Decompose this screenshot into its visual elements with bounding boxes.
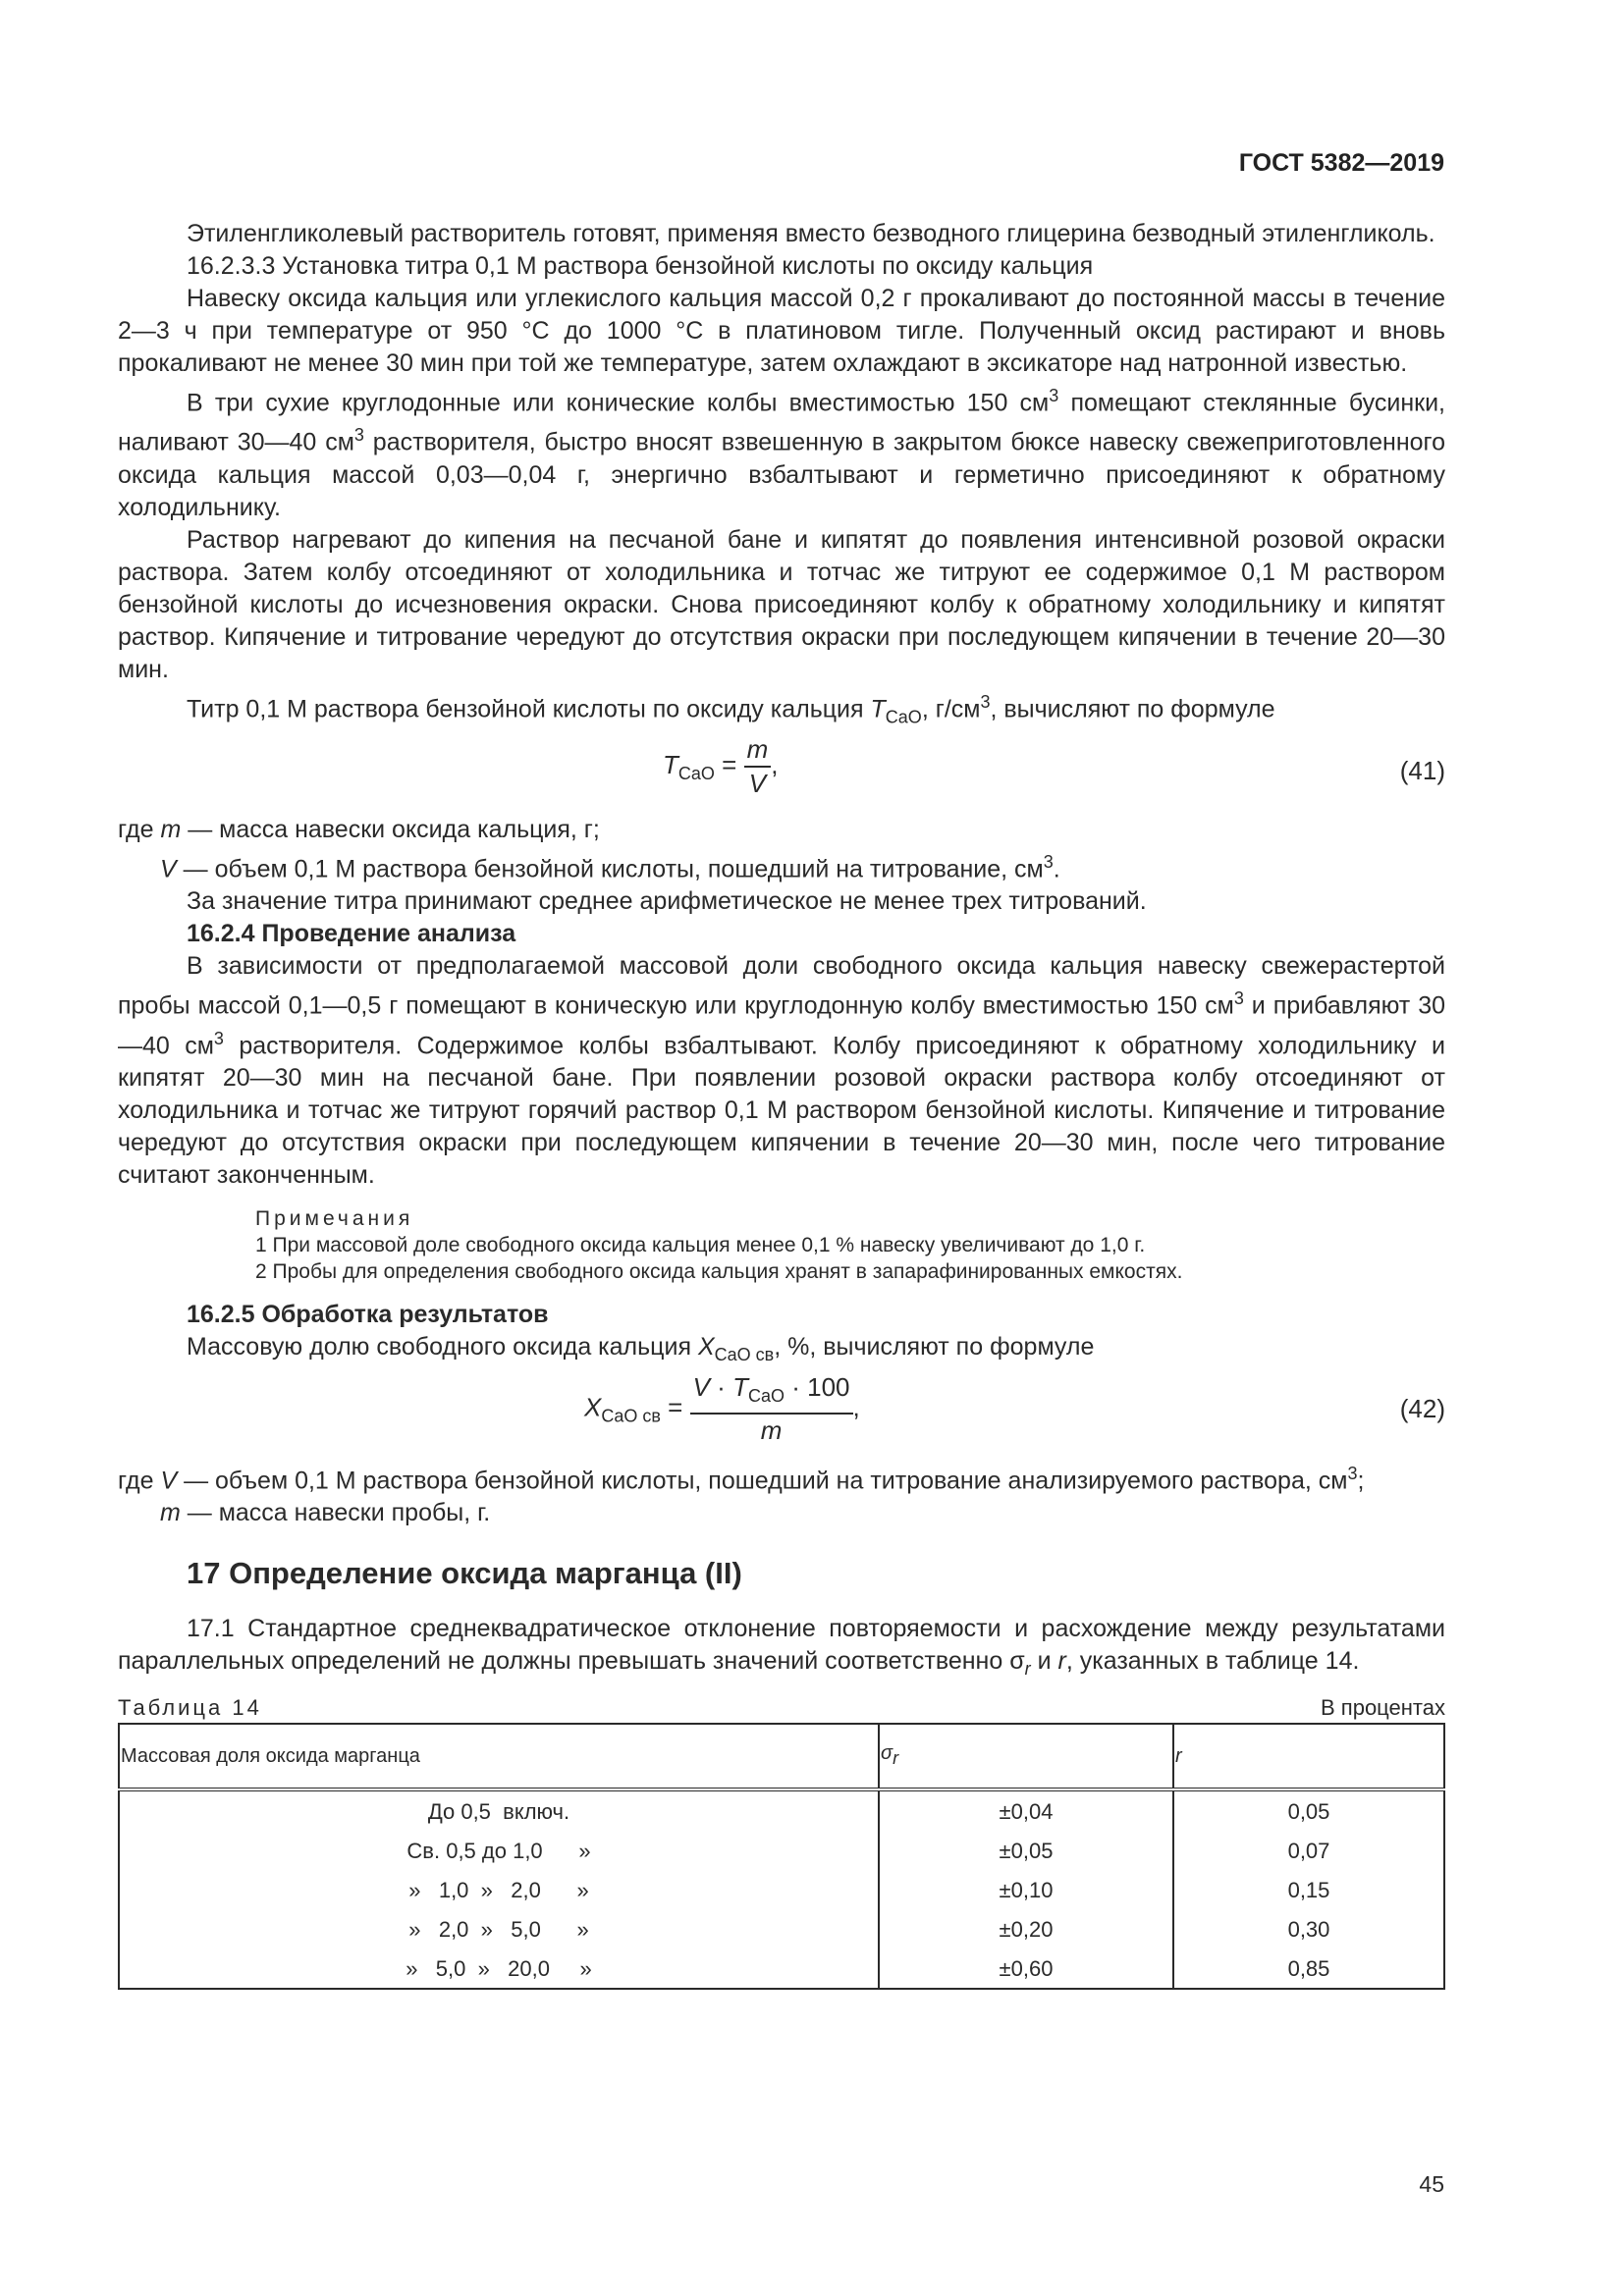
table-row — [119, 1789, 1444, 1831]
table-header-row — [119, 1724, 1444, 1789]
paragraph: 17.1 Стандартное среднеквадратическое отклонение повторяемости и расхождение между результатами параллельных определений не должны превышать значений соответственно $\sigma_r$ и r, указанных в таблице 14. — [118, 1615, 1445, 1680]
formula-41-number: (41) — [1399, 755, 1445, 785]
paragraph: Титр 0,1 М раствора бензойной кислоты по оксиду кальция $T_{CaO}$, $г/см^3$, вычисляют по формуле — [187, 691, 1275, 726]
where-clause: m — масса навески пробы, г. — [160, 1499, 491, 1527]
table-cell: » 2,0 » 5,0 » — [119, 1909, 879, 1949]
paragraph: В зависимости от предполагаемой массовой доли свободного оксида кальция навеску свежерастертой пробы массой 0,1—0,5 г помещают в коническую или круглодонную колбу вместимостью 150 $см^3$ и прибавляют 30—40 $см^3$ растворителя. Содержимое колбы взбалтывают. Колбу присоединяют к обратному холодильнику и кипятят 20—30 мин на песчаной бане. При появлении розовой окраски раствора колбу отсоединяют от холодильника и тотчас же титруют горячий раствор 0,1 М раствором бензойной кислоты. Кипячение и титрование чередуют до отсутствия окраски при последующем кипячении в течение 20—30 мин, после чего титрование считают законченным. — [118, 952, 1445, 1189]
paragraph: Навеску оксида кальция или углекислого кальция массой 0,2 г прокаливают до постоянной массы в течение 2—3 ч при температуре от 950 °С до 1000 °С в платиновом тигле. Полученный оксид растирают и вновь прокаливают не менее 30 мин при той же температуре, затем охлаждают в эксикаторе над натронной известью. — [118, 285, 1445, 377]
subsection-heading-16-2-4: 16.2.4 Проведение анализа — [187, 920, 516, 948]
document-body — [118, 218, 1445, 1990]
table-cell: » 5,0 » 20,0 » — [119, 1949, 879, 1989]
column-header: $\sigma_r$ — [879, 1724, 1173, 1789]
formula-41 — [118, 733, 1445, 814]
table-cell: Св. 0,5 до 1,0 » — [119, 1831, 879, 1870]
subsection-title: 16.2.3.3 Установка титра 0,1 М раствора бензойной кислоты по оксиду кальция — [187, 252, 1094, 280]
formula-42-expression: $X_{CaO св}$ = $\frac{V \cdot T_{CaO} \cdot 100}{m}$ , — [584, 1371, 860, 1446]
paragraph: Этиленгликолевый растворитель готовят, применяя вместо безводного глицерина безводный этиленгликоль. — [187, 220, 1435, 247]
table-cell: 0,05 — [1173, 1789, 1444, 1831]
table-row — [119, 1909, 1444, 1949]
table-cell: ±0,05 — [879, 1831, 1173, 1870]
column-header: Массовая доля оксида марганца — [119, 1724, 879, 1789]
where-clause: где m — масса навески оксида кальция, г; — [118, 815, 600, 843]
paragraph: Массовую долю свободного оксида кальция $X_{CaO св}$, %, вычисляют по формуле — [187, 1332, 1095, 1364]
table-unit: В процентах — [1321, 1695, 1445, 1721]
table-cell: 0,07 — [1173, 1831, 1444, 1870]
table-row — [119, 1831, 1444, 1870]
paragraph: Раствор нагревают до кипения на песчаной бане и кипятят до появления интенсивной розовой окраски раствора. Затем колбу отсоединяют от холодильника и тотчас же титруют ее содержимое 0,1 М раствором бензойной кислоты до исчезновения окраски. Снова присоединяют колбу к обратному холодильнику и кипятят раствор. Кипячение и титрование чередуют до отсутствия окраски при последующем кипячении в течение 20—30 мин. — [118, 525, 1445, 683]
where-clause: V — объем 0,1 М раствора бензойной кислоты, пошедший на титрование, $см^3$. — [160, 851, 1060, 883]
paragraph: За значение титра принимают среднее арифметическое не менее трех титрований. — [187, 887, 1147, 916]
where-clause: где V — объем 0,1 М раствора бензойной кислоты, пошедший на титрование анализируемого раствора, $см^3$; — [118, 1463, 1365, 1495]
table-cell: » 1,0 » 2,0 » — [119, 1870, 879, 1909]
formula-42 — [118, 1371, 1445, 1458]
table-cell: 0,15 — [1173, 1870, 1444, 1909]
standard-header: ГОСТ 5382—2019 — [1238, 149, 1444, 177]
notes-title: Примечания — [255, 1206, 414, 1230]
formula-41-expression: $T_{CaO}$ = $\frac{m}{V}$ , — [663, 733, 779, 798]
note-item: 2 Пробы для определения свободного оксида кальция хранят в запарафинированных емкостях. — [255, 1259, 1183, 1283]
table-row — [119, 1870, 1444, 1909]
table-cell: ±0,10 — [879, 1870, 1173, 1909]
table-14 — [118, 1723, 1445, 1990]
table-row — [119, 1949, 1444, 1989]
subsection-heading-16-2-5: 16.2.5 Обработка результатов — [187, 1300, 549, 1328]
note-item: 1 При массовой доле свободного оксида кальция менее 0,1 % навеску увеличивают до 1,0 г. — [255, 1233, 1146, 1256]
paragraph: В три сухие круглодонные или конические колбы вместимостью 150 $см^3$ помещают стеклянные бусинки, наливают 30—40 $см^3$ растворителя, быстро вносят взвешенную в закрытом бюксе навеску свежеприготовленного оксида кальция массой 0,03—0,04 г, энергично взбалтывают и герметично присоединяют к обратному холодильнику. — [118, 386, 1445, 521]
table-cell: ±0,60 — [879, 1949, 1173, 1989]
column-header: r — [1173, 1724, 1444, 1789]
table-cell: ±0,20 — [879, 1909, 1173, 1949]
table-cell: До 0,5 включ. — [119, 1789, 879, 1831]
table-cell: 0,30 — [1173, 1909, 1444, 1949]
table-caption — [118, 1691, 1445, 1723]
page-number: 45 — [1419, 2171, 1444, 2197]
table-title: Таблица 14 — [118, 1695, 262, 1721]
formula-42-number: (42) — [1399, 1393, 1445, 1423]
section-heading-17: 17 Определение оксида марганца (II) — [187, 1556, 742, 1591]
table-cell: ±0,04 — [879, 1789, 1173, 1831]
table-cell: 0,85 — [1173, 1949, 1444, 1989]
